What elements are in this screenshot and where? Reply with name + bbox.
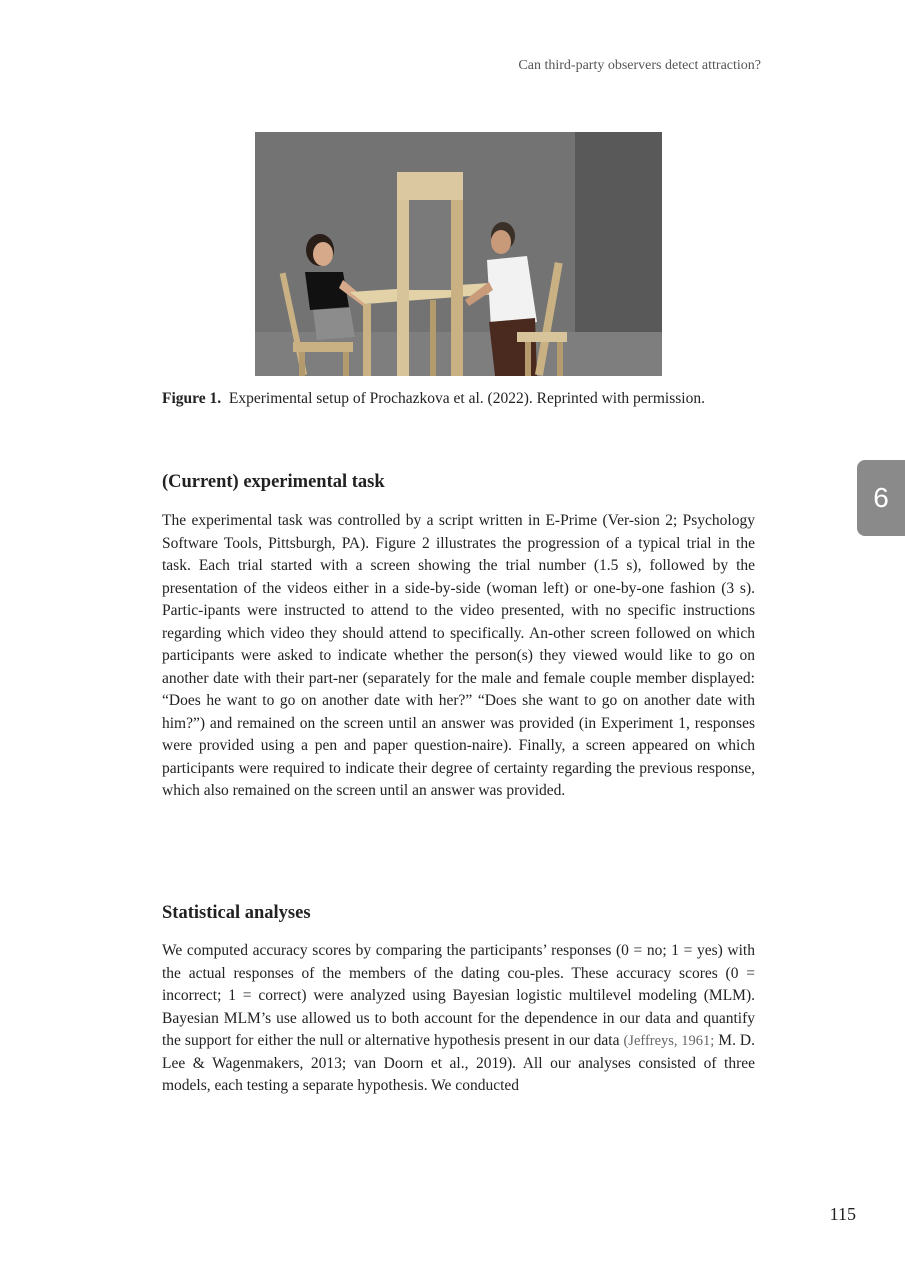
page-number: 115 — [829, 1204, 856, 1224]
section-heading-statistical-analyses: Statistical analyses — [162, 903, 311, 923]
chapter-tab: 6 — [857, 460, 905, 536]
paragraph-experimental-task: The experimental task was controlled by a script written in E-Prime (Ver-sion 2; Psychology Software Tools, Pittsburgh, PA). Figure 2 illustrates the progression of a typical trial in the task. Each trial started with a screen showing the trial number (1.5 s), followed by the presentation of the videos either in a side-by-side (woman left) or one-by-one fashion (3 s). Partic-ipants were instructed to attend to the video presented, with no specific instructions regarding which video they should attend to specifically. An-other screen followed on which participants were asked to indicate whether the person(s) they viewed would like to go on another date with their part-ner (separately for the male and female couple member displayed: “Does he want to go on another date with her?” “Does she want to go on another date with him?”) and remained on the screen until an answer was provided (in Experiment 1, responses were provided using a pen and paper question-naire). Finally, a screen appeared on which participants were required to indicate their degree of certainty regarding the previous response, which also remained on the screen until an answer was provided. — [162, 512, 755, 799]
citation-jeffreys: (Jeffreys, 1961; — [623, 1033, 715, 1049]
stats-text-part2: M. D. Lee & Wagenmakers, 2013; van Doorn et al., 2019). All our analyses consisted of three models, each testing a separate hypothesis. We conducted — [162, 1032, 755, 1094]
paragraph-statistical-analyses — [162, 940, 755, 1098]
section-heading-experimental-task: (Current) experimental task — [162, 472, 385, 492]
stats-text-part1: We computed accuracy scores by comparing the participants’ responses (0 = no; 1 = yes) with the actual responses of the members of the dating cou-ples. These accuracy scores (0 = incorrect; 1 = correct) were analyzed using Bayesian logistic multilevel modeling (MLM). Bayesian MLM’s use allowed us to both account for the dependence in our data and quantify the support for either the null or alternative hypothesis present in our data — [162, 942, 755, 1049]
figure-image — [255, 132, 662, 376]
figure-label: Figure 1. — [162, 390, 222, 407]
figure-caption — [162, 387, 755, 410]
figure-caption-text: Experimental setup of Prochazkova et al. (2022). Reprinted with permission. — [228, 390, 705, 407]
running-header: Can third-party observers detect attraction? — [518, 58, 761, 73]
